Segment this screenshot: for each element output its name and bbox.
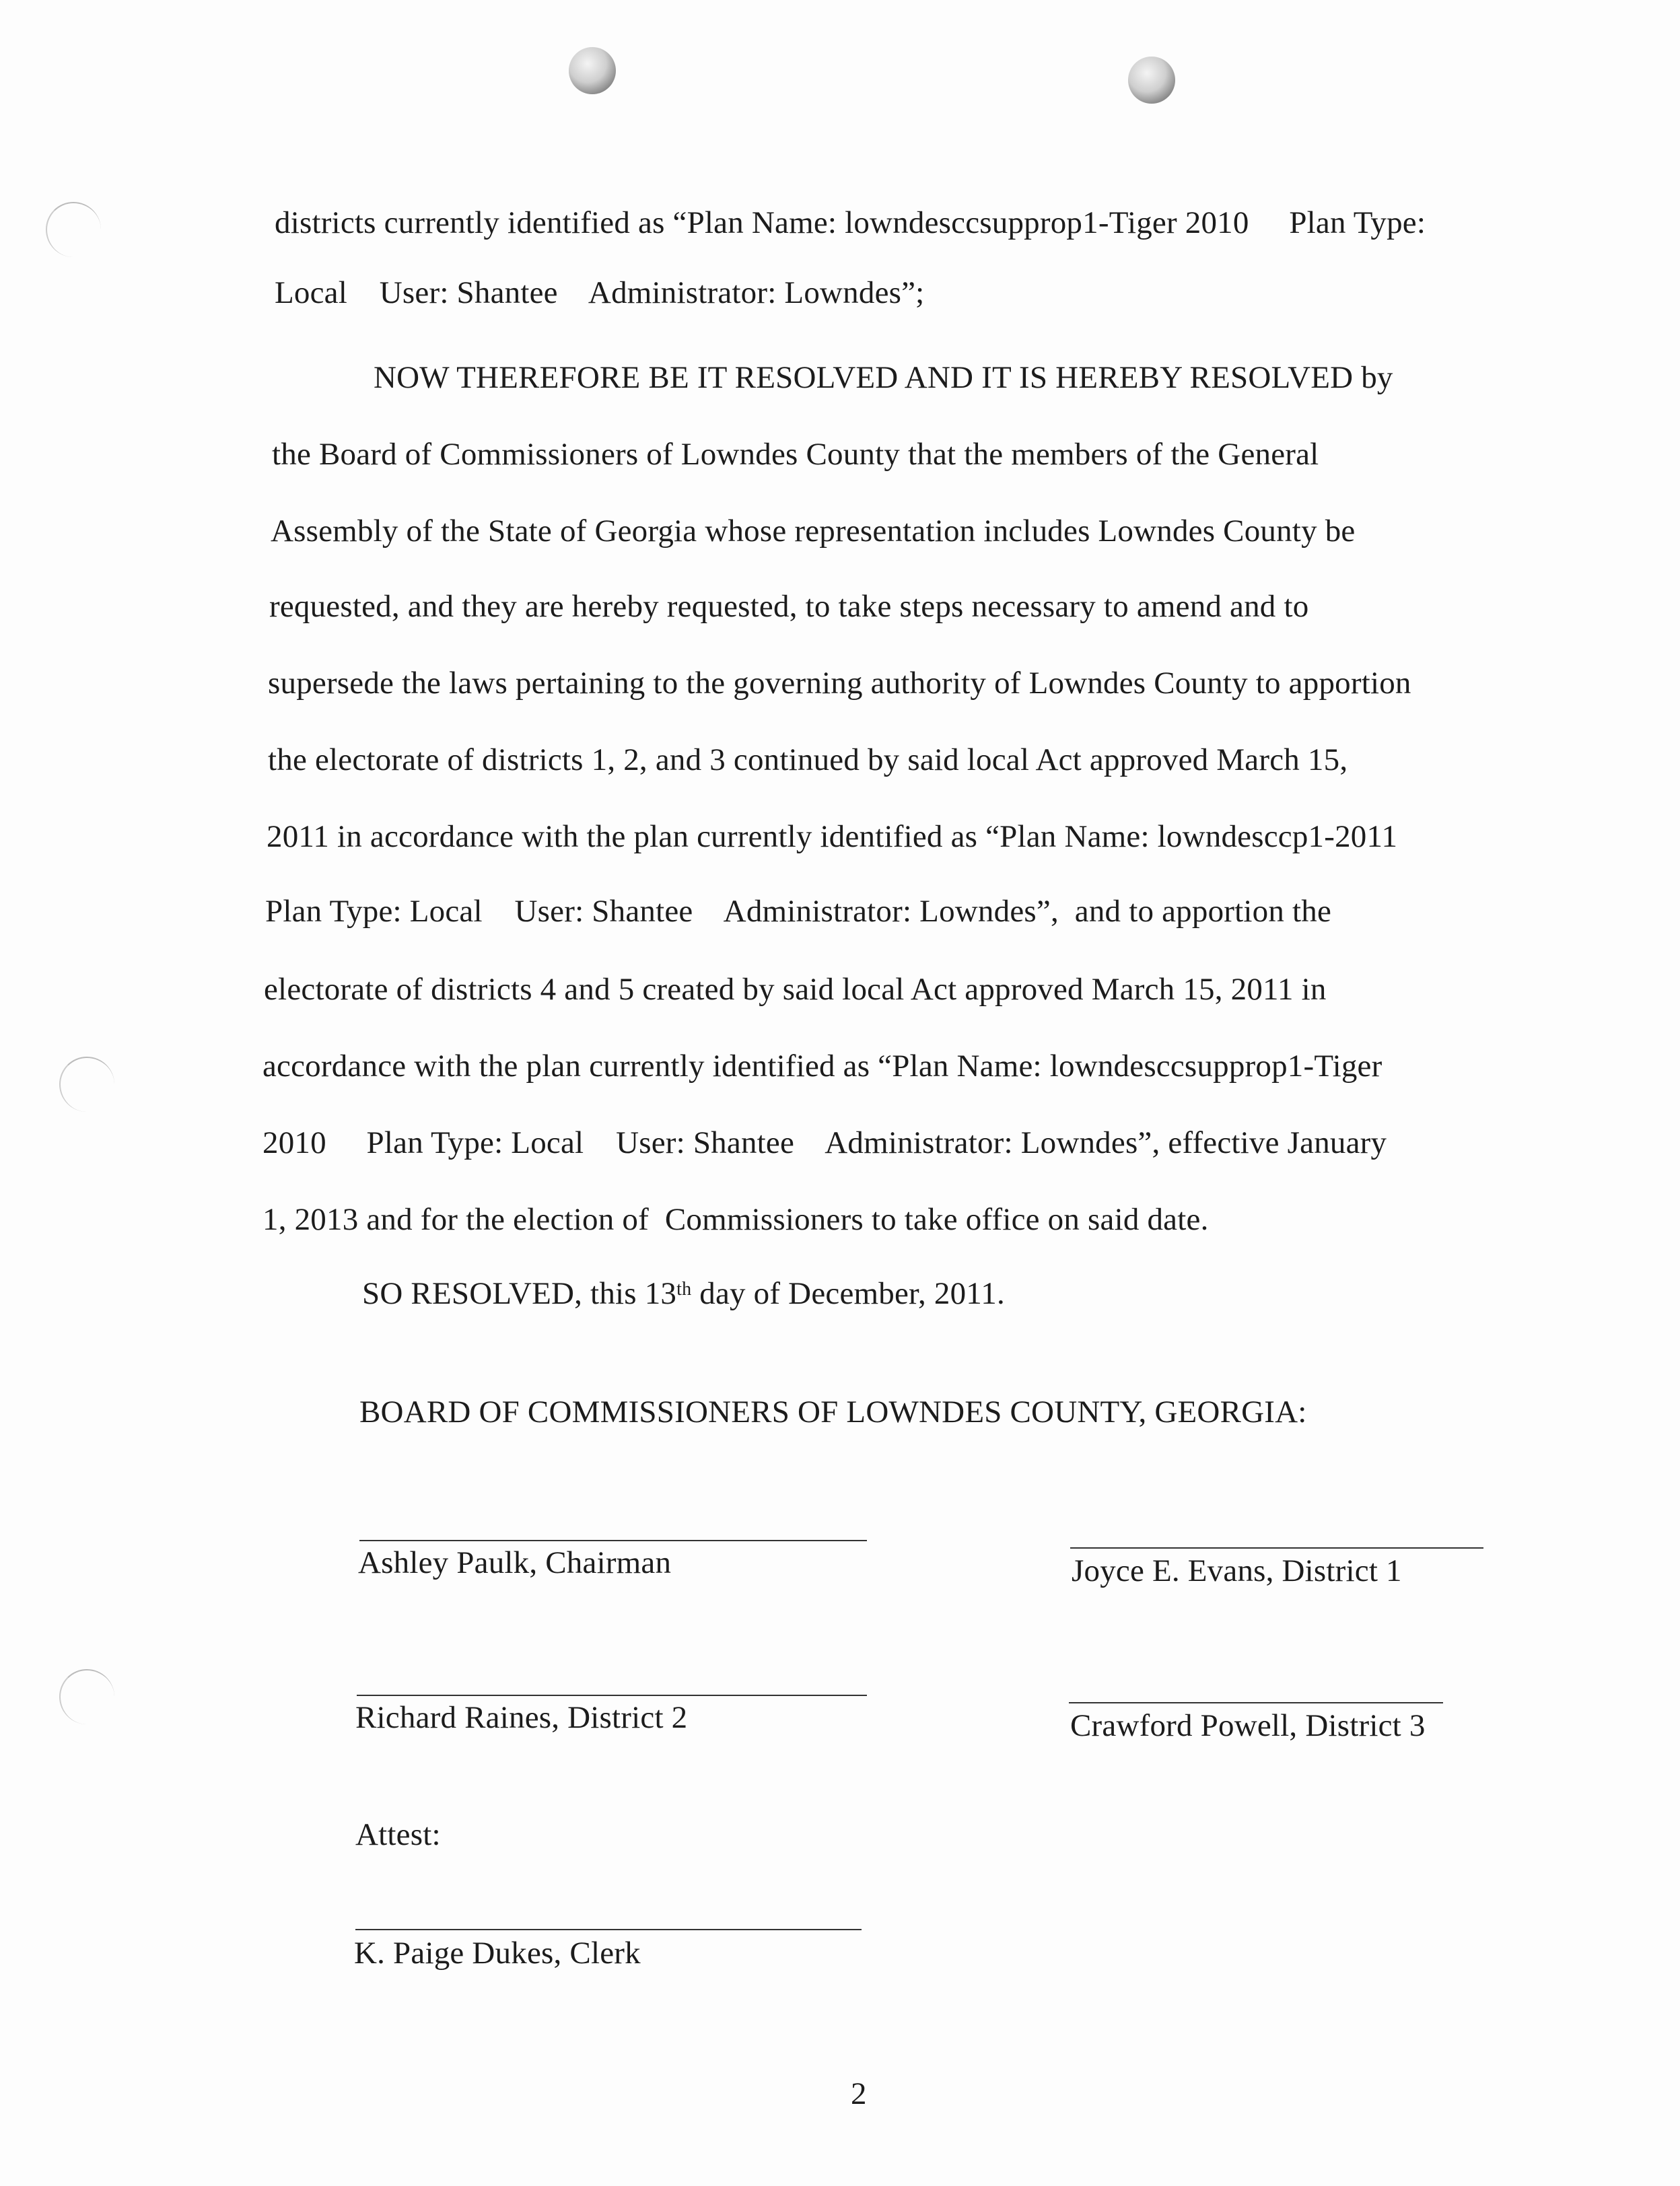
body-line: Assembly of the State of Georgia whose representation includes Lowndes County be (271, 514, 1356, 549)
body-line: requested, and they are hereby requested, to take steps necessary to amend and to (269, 589, 1309, 624)
body-line: 2011 in accordance with the plan currently identified as “Plan Name: lowndesccp1-2011 (267, 819, 1398, 854)
body-line: districts currently identified as “Plan Name: lowndesccsupprop1-Tiger 2010 Plan Type: (275, 205, 1426, 240)
resolved-text-end: day of December, 2011. (691, 1276, 1005, 1311)
page-number: 2 (851, 2076, 867, 2111)
body-line: 1, 2013 and for the election of Commissioners to take office on said date. (262, 1202, 1209, 1237)
body-line: electorate of districts 4 and 5 created by said local Act approved March 15, 2011 in (264, 972, 1327, 1007)
body-line: Plan Type: Local User: Shantee Administrator: Lowndes”, and to apportion the (265, 894, 1332, 929)
signature-line-district3 (1069, 1702, 1443, 1703)
punch-mark (46, 202, 101, 257)
ordinal-suffix: th (676, 1279, 692, 1300)
punch-mark (59, 1669, 114, 1724)
body-line: 2010 Plan Type: Local User: Shantee Administrator: Lowndes”, effective January (262, 1125, 1387, 1160)
signatory-district3: Crawford Powell, District 3 (1070, 1708, 1426, 1743)
board-heading: BOARD OF COMMISSIONERS OF LOWNDES COUNTY, GEORGIA: (359, 1395, 1307, 1430)
signature-line-clerk (355, 1929, 862, 1930)
body-line: Local User: Shantee Administrator: Lowndes”; (275, 275, 925, 310)
punch-mark (59, 1057, 114, 1112)
binder-hole (569, 47, 616, 94)
signatory-chairman: Ashley Paulk, Chairman (358, 1545, 672, 1580)
resolved-text: SO RESOLVED, this 13 (362, 1276, 677, 1311)
body-line: supersede the laws pertaining to the governing authority of Lowndes County to apportion (268, 666, 1411, 701)
signature-line-chairman (359, 1540, 867, 1541)
body-line: NOW THEREFORE BE IT RESOLVED AND IT IS HEREBY RESOLVED by (374, 360, 1393, 395)
attest-label: Attest: (355, 1817, 441, 1852)
body-line: the Board of Commissioners of Lowndes County that the members of the General (272, 437, 1319, 472)
body-line: accordance with the plan currently identified as “Plan Name: lowndesccsupprop1-Tiger (262, 1049, 1382, 1084)
body-line: the electorate of districts 1, 2, and 3 continued by said local Act approved March 15, (268, 742, 1348, 777)
signature-line-district1 (1070, 1547, 1483, 1549)
signatory-district2: Richard Raines, District 2 (355, 1700, 688, 1735)
signature-line-district2 (357, 1695, 867, 1696)
signatory-clerk: K. Paige Dukes, Clerk (354, 1936, 641, 1971)
binder-hole (1128, 57, 1175, 104)
signatory-district1: Joyce E. Evans, District 1 (1072, 1553, 1402, 1588)
resolved-date-line (362, 1275, 1005, 1312)
